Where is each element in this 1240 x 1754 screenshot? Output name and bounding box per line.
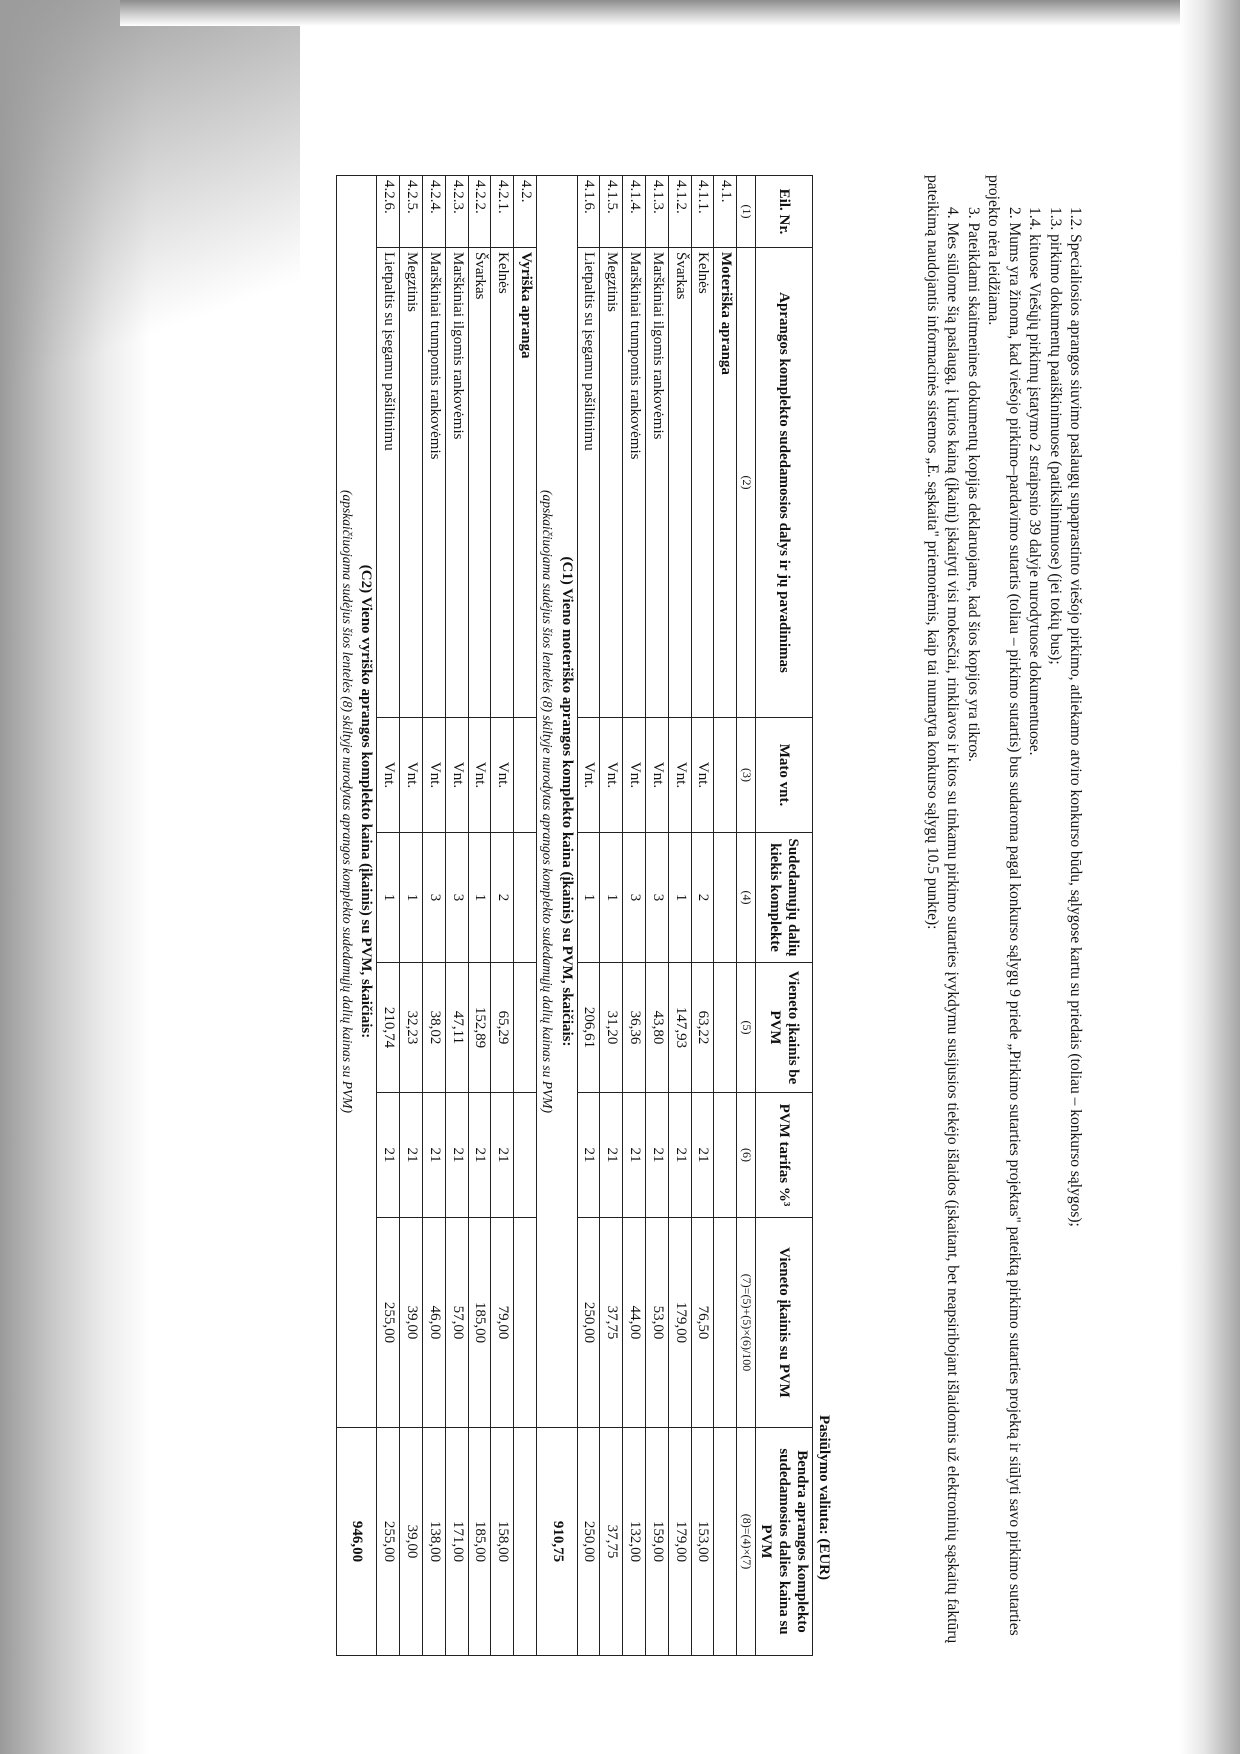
row-vat: 21	[423, 1093, 446, 1218]
row-total: 179,00	[668, 1428, 691, 1656]
row-unit: Vnt.	[668, 718, 691, 833]
row-qty: 1	[668, 833, 691, 963]
row-unit: Vnt.	[491, 718, 514, 833]
row-total: 153,00	[691, 1428, 714, 1656]
row-price-ex: 38,02	[423, 963, 446, 1093]
table-row	[400, 176, 423, 1656]
row-name: Marškiniai ilgomis rankovėmis	[445, 248, 468, 718]
row-total: 250,00	[577, 1428, 600, 1656]
row-vat: 21	[623, 1093, 646, 1218]
intro-paragraph-1-3: 1.3. pirkimo dokumentų paaiškinimuose (patikslinimuose) (jei tokių bus);	[1046, 207, 1064, 665]
col-number: (1)	[737, 176, 756, 248]
currency-label: Pasiūlymo valiuta: (EUR)	[816, 1415, 832, 1580]
row-nr: 4.1.2.	[668, 176, 691, 248]
subtotal-label-cell	[536, 176, 577, 1428]
row-name: Marškiniai trumpomis rankovėmis	[423, 248, 446, 718]
row-nr: 4.2.4.	[423, 176, 446, 248]
row-price-in: 46,00	[423, 1218, 446, 1428]
row-price-in: 57,00	[445, 1218, 468, 1428]
scan-shadow-top	[120, 0, 1240, 26]
row-price-in: 44,00	[623, 1218, 646, 1428]
row-price-in: 37,75	[600, 1218, 623, 1428]
subtotal-value: 910,75	[536, 1428, 577, 1656]
document-page	[25, 175, 1085, 1655]
table-row	[668, 176, 691, 1656]
subtotal-row-men	[336, 176, 377, 1656]
row-unit: Vnt.	[423, 718, 446, 833]
row-price-ex: 206,61	[577, 963, 600, 1093]
row-nr: 4.2.5.	[400, 176, 423, 248]
section-title: Vyriška apranga	[514, 248, 537, 718]
row-qty: 2	[691, 833, 714, 963]
col-number: (7)=(5)+(5)×(6)/100	[737, 1218, 756, 1428]
row-nr: 4.1.6.	[577, 176, 600, 248]
section-row-men	[514, 176, 537, 1656]
table-row	[623, 176, 646, 1656]
table-row	[691, 176, 714, 1656]
section-title: Moteriška apranga	[714, 248, 737, 718]
row-price-ex: 32,23	[400, 963, 423, 1093]
row-nr: 4.1.5.	[600, 176, 623, 248]
row-qty: 1	[400, 833, 423, 963]
header-name: Aprangos komplekto sudedamosios dalys ir jų pavadinimas	[756, 248, 813, 718]
price-table	[336, 175, 813, 1656]
row-vat: 21	[377, 1093, 400, 1218]
row-unit: Vnt.	[623, 718, 646, 833]
row-total: 159,00	[645, 1428, 668, 1656]
row-unit: Vnt.	[691, 718, 714, 833]
subtotal-value: 946,00	[336, 1428, 377, 1656]
table-row	[468, 176, 491, 1656]
header-qty: Sudedamųjų dalių kiekis komplekte	[756, 833, 813, 963]
table-row	[645, 176, 668, 1656]
row-price-ex: 31,20	[600, 963, 623, 1093]
row-vat: 21	[577, 1093, 600, 1218]
row-nr: 4.2.3.	[445, 176, 468, 248]
row-name: Švarkas	[468, 248, 491, 718]
table-row	[377, 176, 400, 1656]
row-unit: Vnt.	[577, 718, 600, 833]
row-unit: Vnt.	[645, 718, 668, 833]
row-unit: Vnt.	[600, 718, 623, 833]
row-name: Kelnės	[491, 248, 514, 718]
row-price-ex: 65,29	[491, 963, 514, 1093]
row-price-ex: 43,80	[645, 963, 668, 1093]
row-price-ex: 210,74	[377, 963, 400, 1093]
row-qty: 1	[468, 833, 491, 963]
row-qty: 3	[645, 833, 668, 963]
col-number: (2)	[737, 248, 756, 718]
row-price-in: 39,00	[400, 1218, 423, 1428]
row-qty: 1	[577, 833, 600, 963]
column-number-row	[737, 176, 756, 1656]
row-price-in: 185,00	[468, 1218, 491, 1428]
row-qty: 1	[600, 833, 623, 963]
row-nr: 4.2.6.	[377, 176, 400, 248]
row-vat: 21	[668, 1093, 691, 1218]
row-vat: 21	[445, 1093, 468, 1218]
row-nr: 4.1.1.	[691, 176, 714, 248]
section-nr: 4.1.	[714, 176, 737, 248]
row-vat: 21	[468, 1093, 491, 1218]
row-nr: 4.1.3.	[645, 176, 668, 248]
row-unit: Vnt.	[377, 718, 400, 833]
row-price-ex: 47,11	[445, 963, 468, 1093]
section-nr: 4.2.	[514, 176, 537, 248]
row-price-ex: 36,36	[623, 963, 646, 1093]
col-number: (4)	[737, 833, 756, 963]
row-qty: 3	[445, 833, 468, 963]
row-name: Marškiniai ilgomis rankovėmis	[645, 248, 668, 718]
header-total: Bendra aprangos komplekto sudedamosios dalies kaina su PVM	[756, 1428, 813, 1656]
col-number: (3)	[737, 718, 756, 833]
row-qty: 3	[423, 833, 446, 963]
col-number: (6)	[737, 1093, 756, 1218]
row-vat: 21	[600, 1093, 623, 1218]
intro-paragraph-4: 4. Mes siūlome šią paslaugą, į kurios kainą (įkainį) įskaityti visi mokesčiai, rinkliavos ir kitos su tinkamu pirkimo sutarties įvykdymu susijusios tiekėjo išlaidos (įskaitant, bet neapsiribojant išlaidomis už elektroninių sąskaitų faktūrų pateikimą naudojantis informacinės sistemos „E. sąskaita" priemonėmis, kaip tai numatyta konkurso sąlygų 10.5 punkte):	[923, 175, 962, 1644]
row-total: 37,75	[600, 1428, 623, 1656]
row-name: Megztinis	[400, 248, 423, 718]
header-price-ex: Vieneto įkainis be PVM	[756, 963, 813, 1093]
row-total: 158,00	[491, 1428, 514, 1656]
subtotal-label-cell	[336, 176, 377, 1428]
row-qty: 1	[377, 833, 400, 963]
row-total: 171,00	[445, 1428, 468, 1656]
row-total: 138,00	[423, 1428, 446, 1656]
table-row	[491, 176, 514, 1656]
row-qty: 3	[623, 833, 646, 963]
row-price-in: 255,00	[377, 1218, 400, 1428]
header-unit: Mato vnt.	[756, 718, 813, 833]
subtotal-note: (apskaičiuojama sudėjus šios lentelės (8) skiltyje nurodytas aprangos komplekto sudedamųjų dalių kainas su PVM)	[539, 489, 555, 1114]
row-vat: 21	[400, 1093, 423, 1218]
row-price-in: 79,00	[491, 1218, 514, 1428]
row-vat: 21	[491, 1093, 514, 1218]
intro-text	[921, 175, 1085, 1655]
scan-shadow-right	[1180, 0, 1240, 1754]
row-vat: 21	[645, 1093, 668, 1218]
subtotal-note: (apskaičiuojama sudėjus šios lentelės (8) skiltyje nurodytas aprangos komplekto sudedamųjų dalių kainas su PVM)	[339, 489, 355, 1114]
table-row	[577, 176, 600, 1656]
row-name: Megztinis	[600, 248, 623, 718]
header-vat: PVM tarifas %³	[756, 1093, 813, 1218]
row-total: 255,00	[377, 1428, 400, 1656]
header-price-in: Vieneto įkainis su PVM	[756, 1218, 813, 1428]
intro-paragraph-1-2: 1.2. Specialiosios aprangos siuvimo paslaugų supaprastinto viešojo pirkimo, atliekamo atviro konkurso būdu, sąlygose kartu su priedais (toliau – konkurso sąlygos);	[1067, 207, 1084, 1227]
row-price-ex: 147,93	[668, 963, 691, 1093]
row-total: 185,00	[468, 1428, 491, 1656]
row-nr: 4.1.4.	[623, 176, 646, 248]
row-total: 39,00	[400, 1428, 423, 1656]
row-name: Švarkas	[668, 248, 691, 718]
intro-paragraph-2: 2. Mums yra žinoma, kad viešojo pirkimo–pardavimo sutartis (toliau – pirkimo sutartis) bus sudaroma pagal konkurso sąlygų 9 priede „Pirkimo sutarties projektas" pateiktą pirkimo sutarties projektą ir siūlyti savo pirkimo sutarties projekto nėra leidžiama.	[985, 175, 1023, 1636]
row-qty: 2	[491, 833, 514, 963]
table-row	[600, 176, 623, 1656]
row-name: Marškiniai trumpomis rankovėmis	[623, 248, 646, 718]
table-header-row	[756, 176, 813, 1656]
row-price-in: 76,50	[691, 1218, 714, 1428]
row-price-ex: 152,89	[468, 963, 491, 1093]
row-total: 132,00	[623, 1428, 646, 1656]
table-row	[445, 176, 468, 1656]
row-name: Lietpaltis su įsegamu pašiltinimu	[377, 248, 400, 718]
row-price-in: 250,00	[577, 1218, 600, 1428]
row-unit: Vnt.	[400, 718, 423, 833]
col-number: (8)=(4)×(7)	[737, 1428, 756, 1656]
subtotal-row-women	[536, 176, 577, 1656]
intro-paragraph-1-4: 1.4. kituose Viešųjų pirkimų įstatymo 2 straipsnio 39 dalyje nurodytuose dokumentuose.	[1026, 207, 1044, 756]
header-nr: Eil. Nr.	[756, 176, 813, 248]
row-name: Lietpaltis su įsegamu pašiltinimu	[577, 248, 600, 718]
row-price-ex: 63,22	[691, 963, 714, 1093]
subtotal-label: (C1) Vieno moteriško aprangos komplekto kaina (įkainis) su PVM, skaičiais:	[558, 556, 575, 1047]
table-row	[423, 176, 446, 1656]
row-price-in: 53,00	[645, 1218, 668, 1428]
row-unit: Vnt.	[445, 718, 468, 833]
row-nr: 4.2.1.	[491, 176, 514, 248]
row-price-in: 179,00	[668, 1218, 691, 1428]
row-name: Kelnės	[691, 248, 714, 718]
row-vat: 21	[691, 1093, 714, 1218]
row-nr: 4.2.2.	[468, 176, 491, 248]
intro-paragraph-3: 3. Pateikdami skaitmenines dokumentų kopijas deklaruojame, kad šios kopijos yra tikros.	[964, 207, 982, 762]
col-number: (5)	[737, 963, 756, 1093]
subtotal-label: (C2) Vieno vyriško aprangos komplekto kaina (įkainis) su PVM, skaičiais:	[358, 564, 375, 1039]
row-unit: Vnt.	[468, 718, 491, 833]
section-row-women	[714, 176, 737, 1656]
